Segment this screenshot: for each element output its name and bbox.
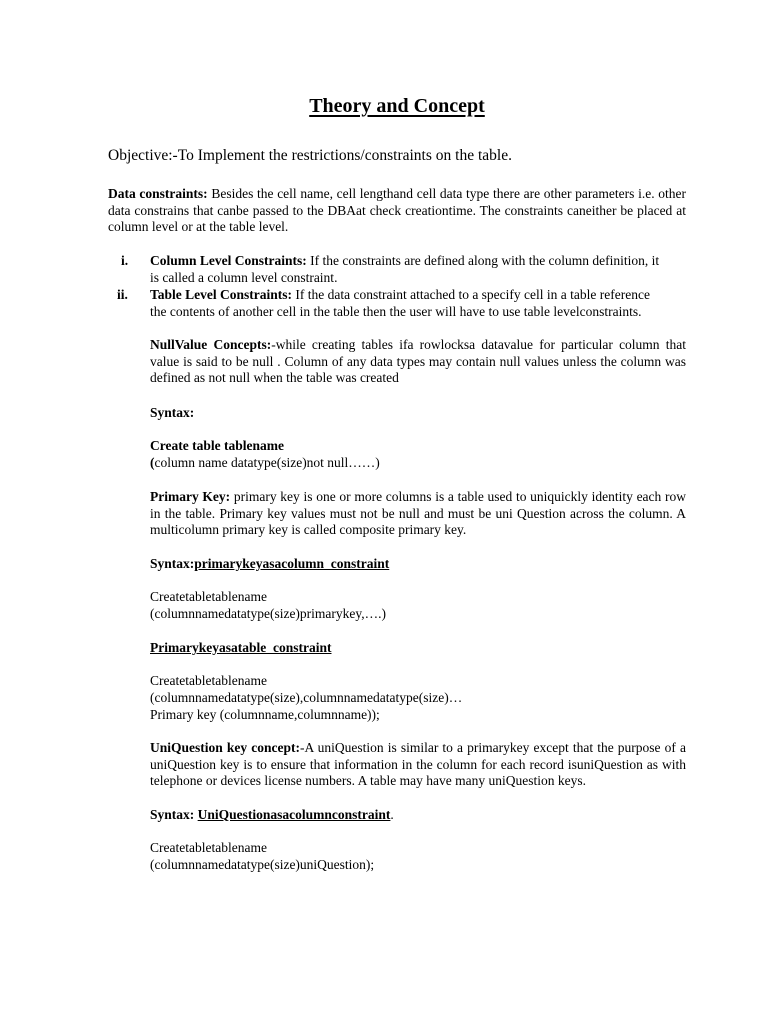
list-number-2: ii. [117,287,128,302]
column-level-text: If the constraints are defined along with the column definition, it [306,253,660,268]
pk-table-code-line-3: Primary key (columnname,columnname)); [150,707,380,722]
list-item-table-level [150,287,650,304]
syntax-heading: Syntax: [150,405,195,420]
uq-syntax-heading: Syntax: UniQuestionasacolumnconstraint. [150,807,394,822]
table-level-continuation: the contents of another cell in the table then the user will have to use table levelconstraints. [150,304,642,319]
pk-table-heading: Primarykeyasatable_constraint [150,640,332,655]
column-level-continuation: is called a column level constraint. [150,270,338,285]
null-value-label: NullValue Concepts: [150,337,272,352]
unique-key-paragraph [150,740,686,790]
pk-table-code-line-2: (columnnamedatatype(size),columnnamedatatype(size)… [150,690,463,705]
pk-column-code-line-2: (columnnamedatatype(size)primarykey,….) [150,606,387,621]
objective-line: Objective:-To Implement the restrictions/constraints on the table. [108,147,512,164]
unique-key-label: UniQuestion key concept: [150,740,300,755]
page-title: Theory and Concept [309,95,485,117]
pk-table-code-line-1: Createtabletablename [150,673,267,688]
create-table-line: Create table tablename [150,438,284,453]
data-constraints-paragraph [108,186,686,236]
primary-key-text: primary key is one or more columns is a table used to uniquickly identity each row in the table. Primary key values must not be null and must be uni Question across the column. A multicolumn primary key is called composite primary key. [150,489,686,537]
null-value-text: -while creating tables ifa rowlocksa datavalue for particular column that value is said to be null . Column of any data types may contain null values unless the column was defined as not null when the table was created [150,337,686,385]
primary-key-label: Primary Key: [150,489,231,504]
column-level-label: Column Level Constraints: [150,253,307,268]
null-value-paragraph [150,337,686,387]
list-number-1: i. [121,253,129,268]
uq-code-line-1: Createtabletablename [150,840,267,855]
unique-key-text: -A uniQuestion is similar to a primarykey except that the purpose of a uniQuestion key is to ensure that information in the column for each record isuniQuestion as with telephone or devices license numbers. A table may have many uniQuestion keys. [150,740,687,788]
list-item-column-level [150,253,659,270]
not-null-code-line: (column name datatype(size)not null……) [150,455,380,470]
data-constraints-text: Besides the cell name, cell lengthand cell data type there are other parameters i.e. other data constrains that canbe passed to the DBAat check creationtime. The constraints caneither be placed at column level or at the table level. [108,186,686,234]
table-level-text: If the data constraint attached to a specify cell in a table reference [292,287,650,302]
uq-code-line-2: (columnnamedatatype(size)uniQuestion); [150,857,375,872]
primary-key-paragraph [150,489,686,539]
table-level-label: Table Level Constraints: [150,287,293,302]
data-constraints-label: Data constraints: [108,186,208,201]
pk-column-syntax-heading: Syntax:primarykeyasacolumn_constraint [150,556,390,571]
pk-column-code-line-1: Createtabletablename [150,589,267,604]
